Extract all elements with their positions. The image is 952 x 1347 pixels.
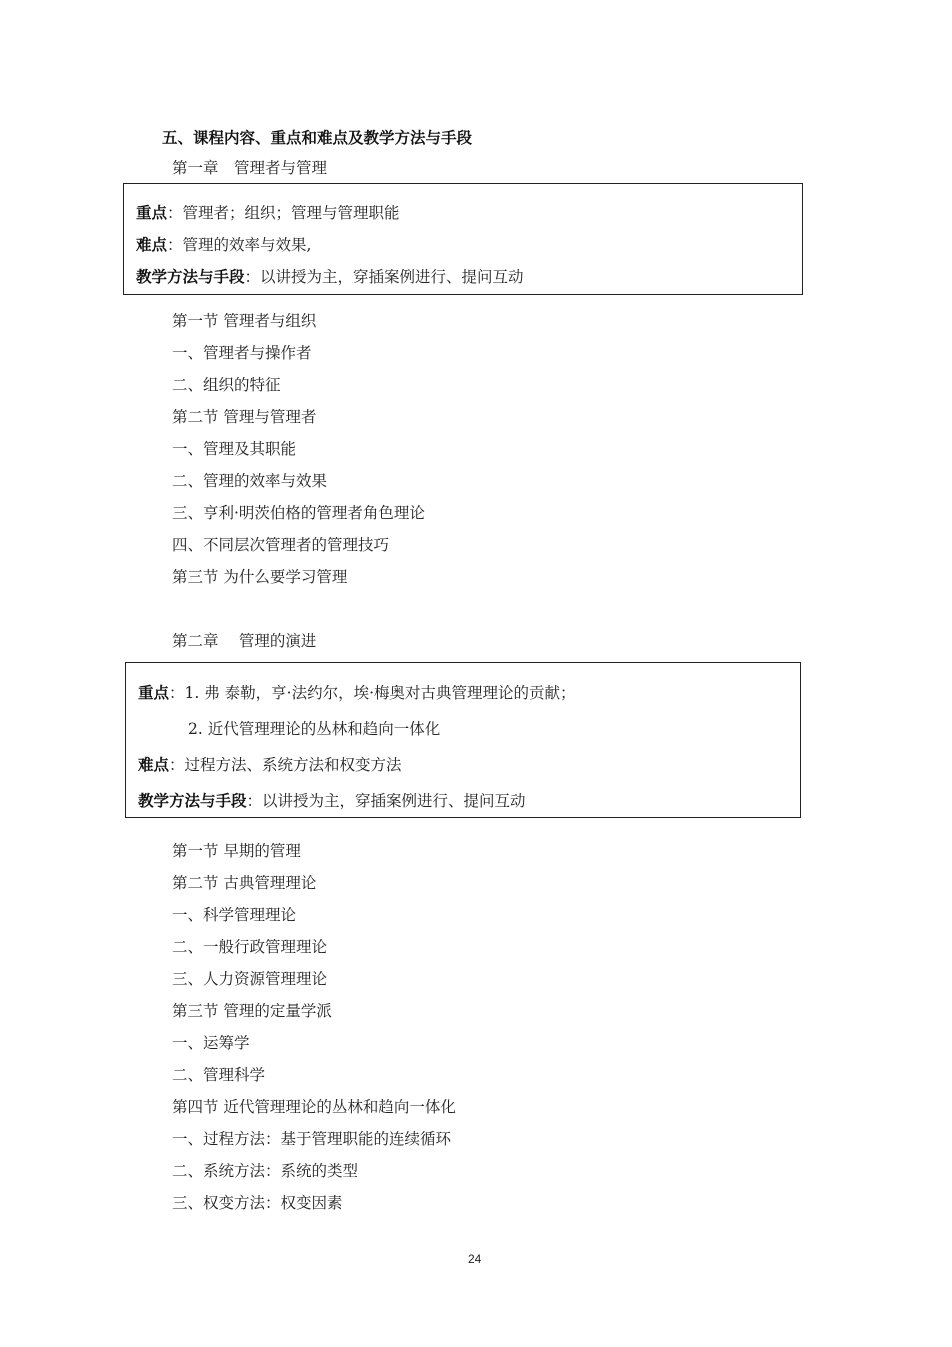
chapter2-line: 第三节 管理的定量学派 (172, 1002, 332, 1020)
chapter2-key-points-2 (188, 717, 440, 739)
chapter2-line: 第四节 近代管理理论的丛林和趋向一体化 (172, 1098, 456, 1116)
key-points-text: ：1. 弗 泰勒，亨·法约尔，埃·梅奥对古典管理理论的贡献； (169, 684, 576, 702)
chapter1-title: 第一章 管理者与管理 (172, 159, 328, 177)
chapter1-summary-box (123, 183, 803, 295)
key-points-text: ：管理者；组织；管理与管理职能 (167, 204, 400, 222)
chapter2-summary-box (125, 662, 801, 818)
chapter2-line: 第二节 古典管理理论 (172, 874, 317, 892)
key-points-label: 重点 (136, 204, 168, 222)
chapter1-difficulties (136, 233, 311, 255)
chapter1-methods (136, 265, 524, 287)
chapter2-methods (138, 789, 526, 811)
difficulties-text: ：过程方法、系统方法和权变方法 (169, 756, 402, 774)
chapter2-line: 一、运筹学 (172, 1034, 250, 1052)
chapter2-line: 二、管理科学 (172, 1066, 266, 1084)
difficulties-label: 难点 (138, 756, 170, 774)
chapter2-line: 一、过程方法：基于管理职能的连续循环 (172, 1130, 452, 1148)
chapter1-line: 第一节 管理者与组织 (172, 312, 317, 330)
page-number: 24 (468, 1252, 482, 1266)
chapter1-key-points (136, 201, 400, 223)
chapter1-line: 一、管理者与操作者 (172, 344, 312, 362)
difficulties-text: ：管理的效率与效果, (167, 236, 312, 254)
chapter1-line: 三、亨利·明茨伯格的管理者角色理论 (172, 504, 425, 522)
chapter2-line: 二、一般行政管理理论 (172, 938, 328, 956)
chapter2-line: 三、权变方法：权变因素 (172, 1194, 343, 1212)
methods-text: ：以讲授为主，穿插案例进行、提问互动 (246, 792, 526, 810)
methods-label: 教学方法与手段 (138, 792, 247, 810)
chapter1-line: 第三节 为什么要学习管理 (172, 568, 348, 586)
chapter2-difficulties (138, 753, 402, 775)
key-points-label: 重点 (138, 684, 170, 702)
methods-label: 教学方法与手段 (136, 268, 245, 286)
chapter1-line: 四、不同层次管理者的管理技巧 (172, 536, 390, 554)
difficulties-label: 难点 (136, 236, 168, 254)
section-heading: 五、课程内容、重点和难点及教学方法与手段 (162, 129, 473, 147)
chapter2-line: 一、科学管理理论 (172, 906, 297, 924)
chapter1-line: 二、管理的效率与效果 (172, 472, 328, 490)
key-points-text-2: 2. 近代管理理论的丛林和趋向一体化 (188, 720, 441, 738)
chapter1-line: 第二节 管理与管理者 (172, 408, 317, 426)
chapter1-line: 二、组织的特征 (172, 376, 281, 394)
chapter2-line: 第一节 早期的管理 (172, 842, 301, 860)
chapter2-line: 三、人力资源管理理论 (172, 970, 328, 988)
methods-text: ：以讲授为主，穿插案例进行、提问互动 (244, 268, 524, 286)
chapter2-title: 第二章 管理的演进 (172, 632, 317, 650)
chapter2-key-points (138, 681, 576, 703)
chapter2-line: 二、系统方法：系统的类型 (172, 1162, 359, 1180)
chapter1-line: 一、管理及其职能 (172, 440, 297, 458)
